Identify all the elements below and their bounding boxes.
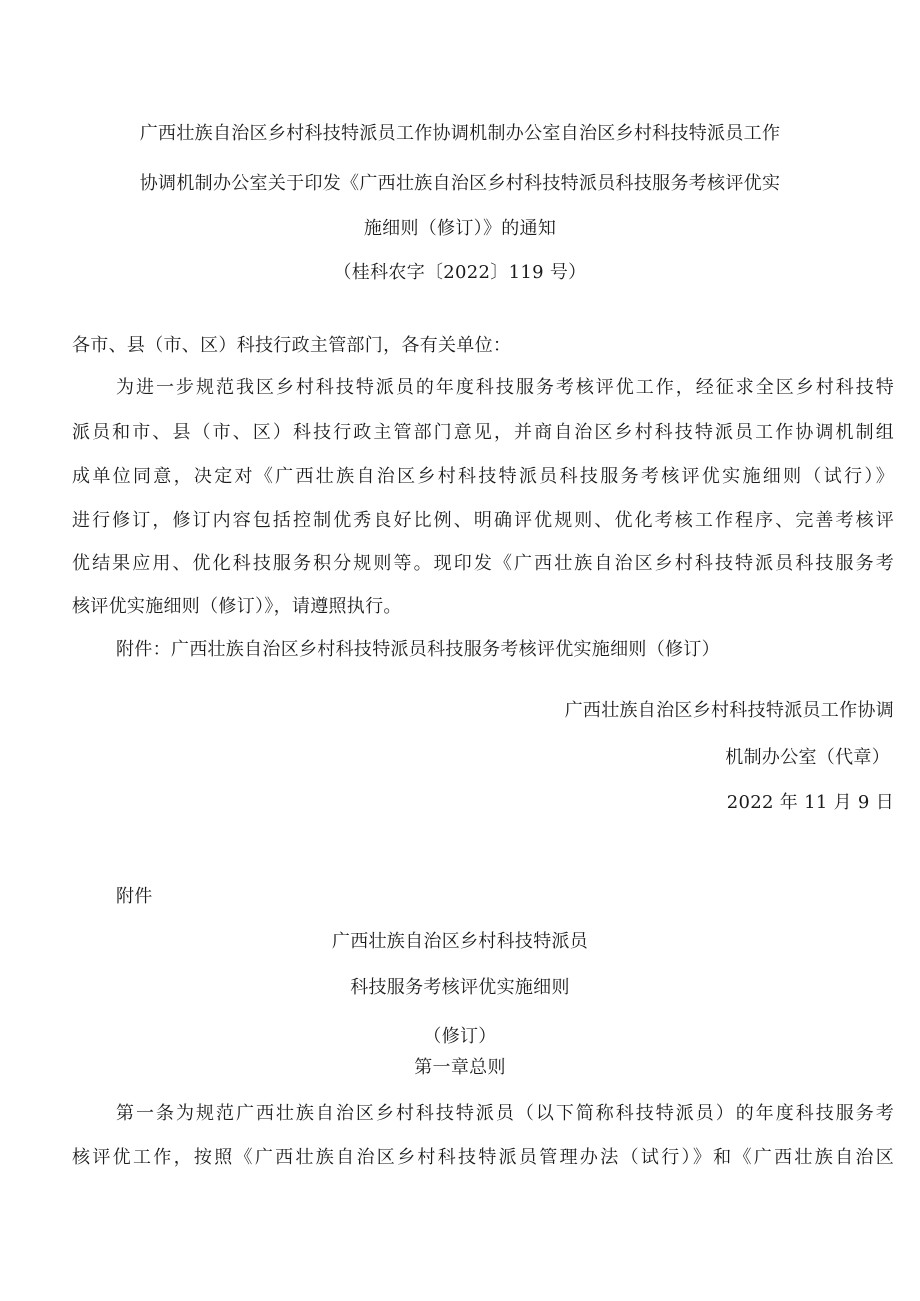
issuer-line-2: 机制办公室（代章） [725, 747, 890, 768]
body-line-1: 为进一步规范我区乡村科技特派员的年度科技服务考核评优工作，经征求全区乡村科技特 [116, 377, 894, 398]
chapter-heading: 第一章总则 [414, 1057, 506, 1078]
salutation: 各市、县（市、区）科技行政主管部门，各有关单位： [72, 335, 512, 356]
issue-date: 2022 年 11 月 9 日 [726, 792, 894, 813]
notice-title-line-3: 施细则（修订）》的通知 [363, 218, 557, 239]
article-line-1: 第一条为规范广西壮族自治区乡村科技特派员（以下简称科技特派员）的年度科技服务考 [116, 1103, 894, 1124]
attachment-label: 附件 [116, 886, 153, 907]
attachment-title-line-2: 科技服务考核评优实施细则 [350, 977, 570, 998]
attachment-note: 附件：广西壮族自治区乡村科技特派员科技服务考核评优实施细则（修订） [116, 639, 720, 660]
document-number: （桂科农字〔2022〕119 号） [333, 262, 587, 283]
body-line-3: 成单位同意，决定对《广西壮族自治区乡村科技特派员科技服务考核评优实施细则（试行）》 [72, 466, 894, 487]
attachment-title-line-3: （修订） [423, 1026, 497, 1047]
attachment-title-line-1: 广西壮族自治区乡村科技特派员 [331, 931, 589, 952]
notice-title-line-2: 协调机制办公室关于印发《广西壮族自治区乡村科技特派员科技服务考核评优实 [139, 173, 781, 194]
body-line-2: 派员和市、县（市、区）科技行政主管部门意见，并商自治区乡村科技特派员工作协调机制组 [72, 422, 894, 443]
body-line-4: 进行修订，修订内容包括控制优秀良好比例、明确评优规则、优化考核工作程序、完善考核评 [72, 510, 894, 531]
article-line-2: 核评优工作，按照《广西壮族自治区乡村科技特派员管理办法（试行）》和《广西壮族自治区 [72, 1147, 894, 1168]
body-line-5: 优结果应用、优化科技服务积分规则等。现印发《广西壮族自治区乡村科技特派员科技服务考 [72, 553, 894, 574]
issuer-line-1: 广西壮族自治区乡村科技特派员工作协调 [564, 700, 894, 721]
notice-title-line-1: 广西壮族自治区乡村科技特派员工作协调机制办公室自治区乡村科技特派员工作 [139, 123, 781, 144]
body-line-6: 核评优实施细则（修订）》，请遵照执行。 [72, 596, 402, 617]
